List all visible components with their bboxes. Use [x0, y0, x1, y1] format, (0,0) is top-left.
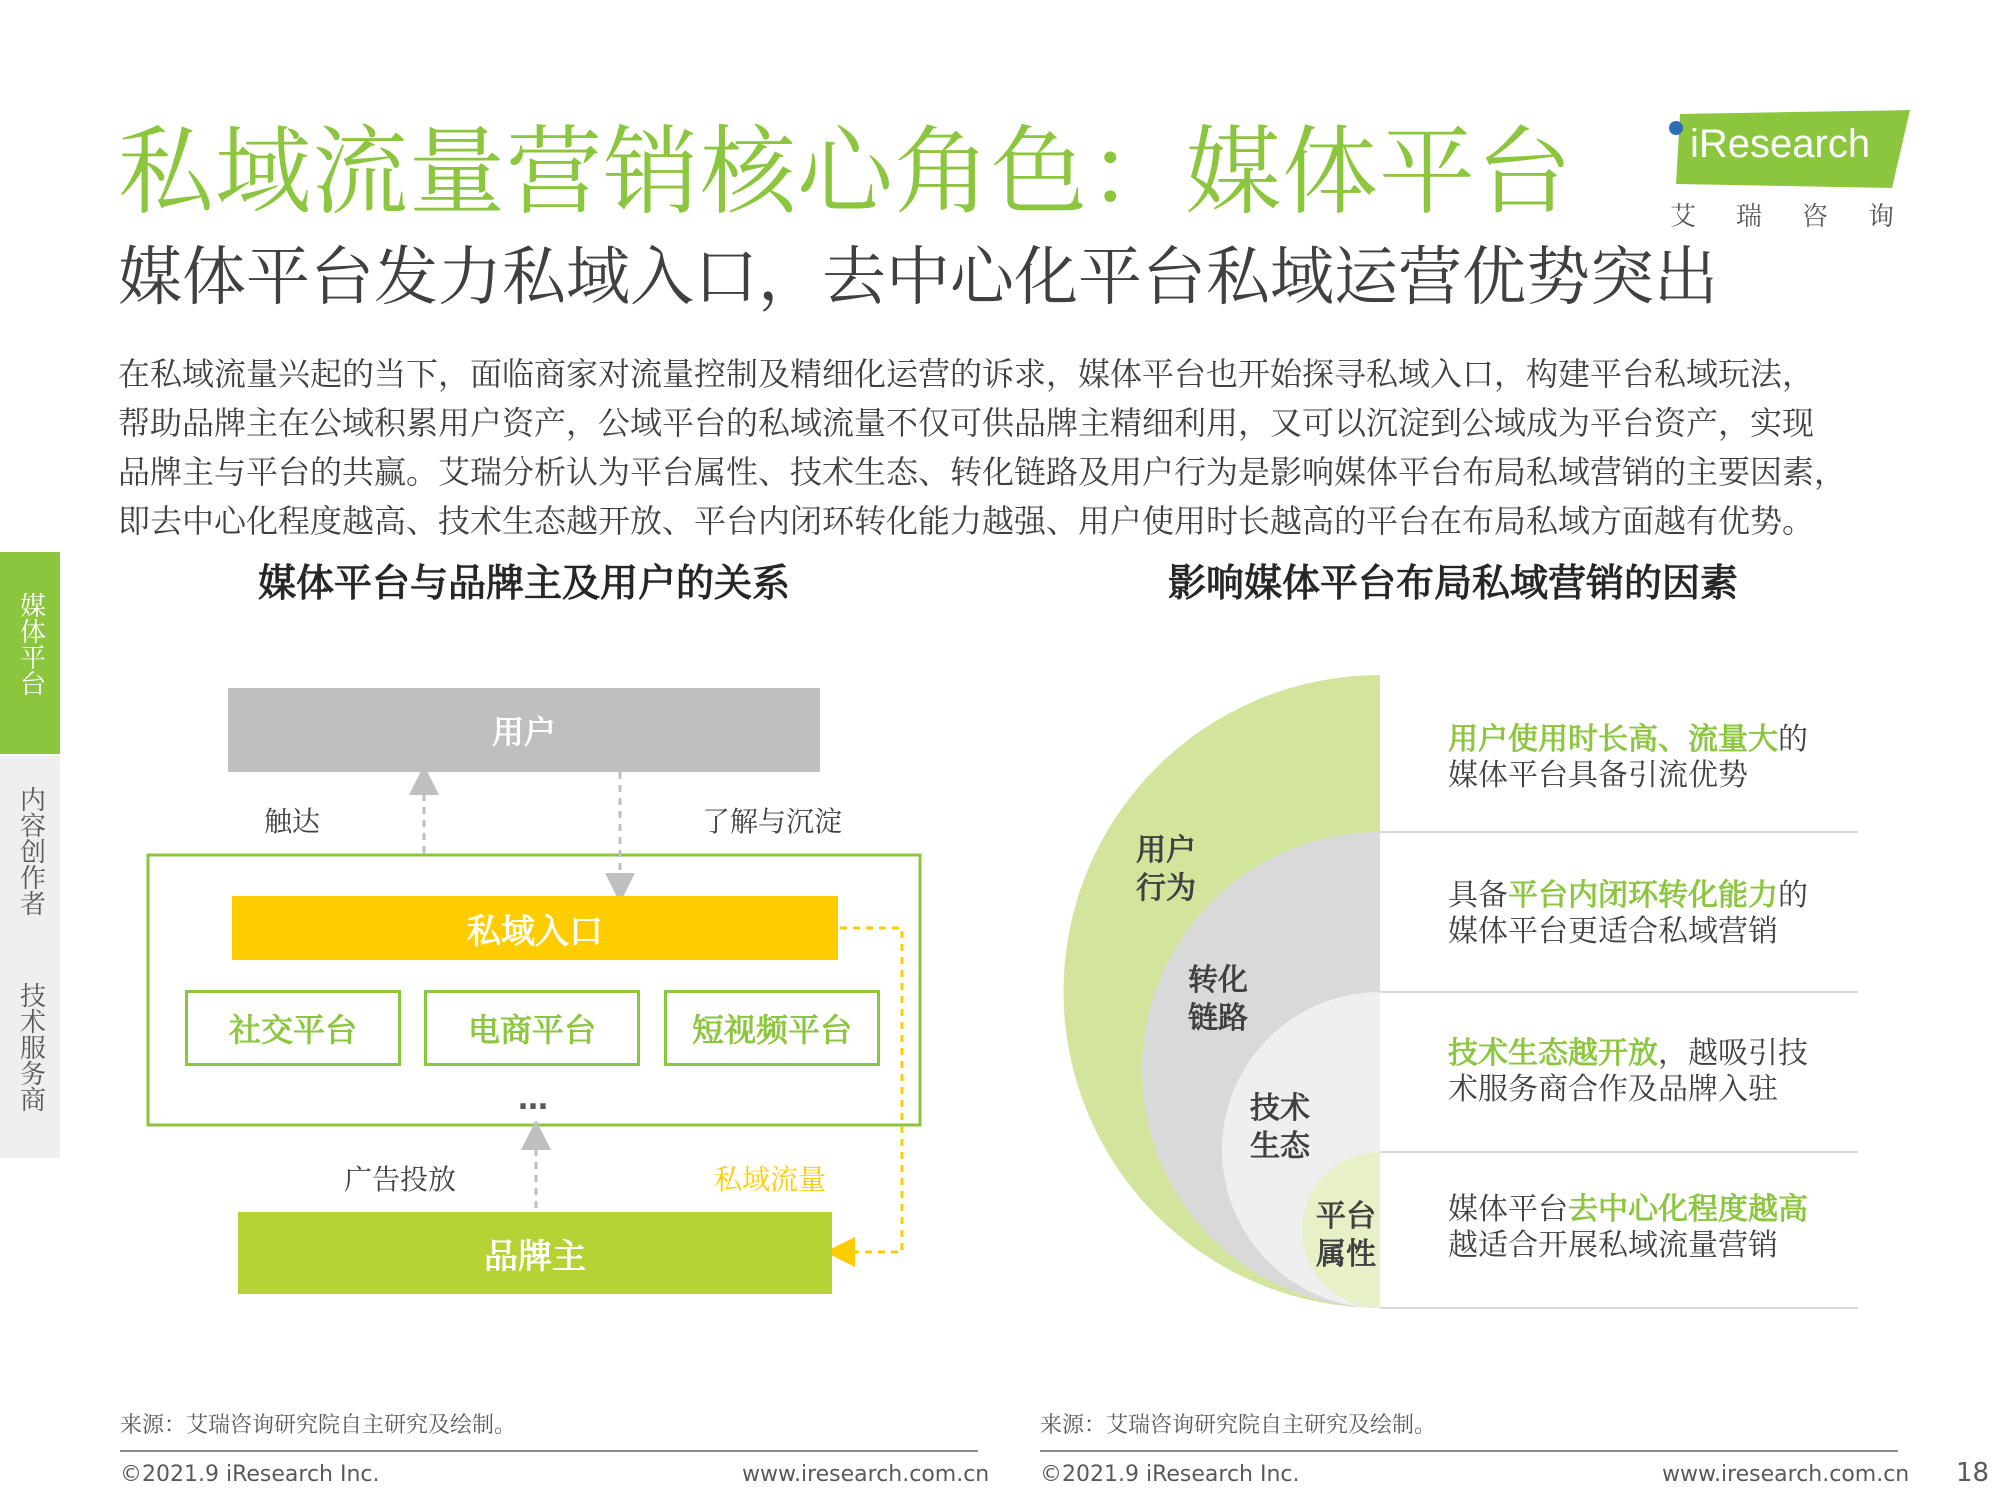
page-subtitle: 媒体平台发力私域入口，去中心化平台私域运营优势突出: [118, 241, 1718, 315]
arc-label-user-behavior: 用户行为: [1136, 833, 1196, 906]
factor-tech-ecosystem: 技术生态越开放，越吸引技 术服务商合作及品牌入驻: [1448, 1036, 1808, 1107]
source-note-left: 来源：艾瑞咨询研究院自主研究及绘制。: [120, 1413, 517, 1438]
page-title: 私域流量营销核心角色：媒体平台: [118, 116, 1573, 228]
page-number: 18: [1956, 1458, 1990, 1488]
platform-ecommerce-label: 电商平台: [467, 1011, 596, 1049]
website-link-left[interactable]: www.iresearch.com.cn: [742, 1462, 990, 1487]
intro-line: 帮助品牌主在公域积累用户资产，公域平台的私域流量不仅可供品牌主精细利用，又可以沉淀到公域成为平台资产，实现: [118, 404, 1815, 442]
platform-ellipsis: …: [518, 1082, 548, 1117]
user-box: [228, 688, 820, 772]
ads-label: 广告投放: [344, 1163, 457, 1196]
copyright-right: ©2021.9 iResearch Inc.: [1040, 1462, 1300, 1487]
iresearch-logo: [1660, 104, 1935, 234]
arc-label-platform-attribute: 平台属性: [1316, 1199, 1376, 1272]
reach-label: 触达: [264, 805, 321, 838]
brand-box: [238, 1212, 832, 1294]
factor-highlight: 平台内闭环转化能力: [1508, 878, 1778, 913]
arc-label-tech-ecosystem: 技术生态: [1250, 1091, 1310, 1164]
factor-highlight: 去中心化程度越高: [1568, 1192, 1808, 1227]
private-traffic-label: 私域流量: [714, 1163, 827, 1196]
intro-line: 在私域流量兴起的当下，面临商家对流量控制及精细化运营的诉求，媒体平台也开始探寻私域入口，构建平台私域玩法，: [118, 355, 1815, 393]
platform-social-label: 社交平台: [228, 1011, 357, 1049]
logo-cn-text: 艾瑞咨询: [1670, 202, 1935, 232]
private-entry-label: 私域入口: [467, 911, 603, 952]
factor-user-behavior: 用户使用时长高、流量大的 媒体平台具备引流优势: [1448, 722, 1808, 793]
private-traffic-arrow: [840, 928, 902, 1252]
logo-brand-text: iResearch: [1690, 122, 1871, 166]
factor-highlight: 用户使用时长高、流量大: [1448, 722, 1778, 757]
source-note-right: 来源：艾瑞咨询研究院自主研究及绘制。: [1040, 1413, 1437, 1438]
factor-platform-attribute: 媒体平台去中心化程度越高 越适合开展私域流量营销: [1448, 1192, 1808, 1263]
brand-label: 品牌主: [484, 1236, 586, 1277]
platform-short-video-label: 短视频平台: [691, 1011, 852, 1049]
footer-divider-right: [1040, 1450, 1898, 1452]
website-link-right[interactable]: www.iresearch.com.cn: [1662, 1462, 1910, 1487]
user-label: 用户: [491, 713, 556, 751]
copyright-left: ©2021.9 iResearch Inc.: [120, 1462, 380, 1487]
understand-label: 了解与沉淀: [702, 805, 843, 838]
platform-social: [185, 990, 401, 1066]
relationship-diagram: [0, 0, 1000, 1400]
intro-line: 即去中心化程度越高、技术生态越开放、平台内闭环转化能力越强、用户使用时长越高的平台在布局私域方面越有优势。: [118, 502, 1815, 540]
right-diagram-heading: 影响媒体平台布局私域营销的因素: [1168, 561, 1739, 605]
factor-highlight: 技术生态越开放: [1448, 1036, 1658, 1071]
footer-divider-left: [120, 1450, 978, 1452]
private-entry-box: [232, 896, 838, 960]
left-diagram-heading: 媒体平台与品牌主及用户的关系: [258, 561, 791, 605]
platform-short-video: [664, 990, 880, 1066]
side-tab-label: 内容创作者: [15, 786, 46, 916]
side-tab-label: 技术服务商: [15, 982, 46, 1112]
factor-conversion-chain: 具备平台内闭环转化能力的 媒体平台更适合私域营销: [1448, 878, 1808, 949]
side-tab-label: 媒体平台: [15, 592, 46, 696]
intro-line: 品牌主与平台的共赢。艾瑞分析认为平台属性、技术生态、转化链路及用户行为是影响媒体平台布局私域营销的主要因素，: [118, 453, 1847, 491]
arc-label-conversion-chain: 转化链路: [1188, 963, 1248, 1036]
platform-ecommerce: [424, 990, 640, 1066]
